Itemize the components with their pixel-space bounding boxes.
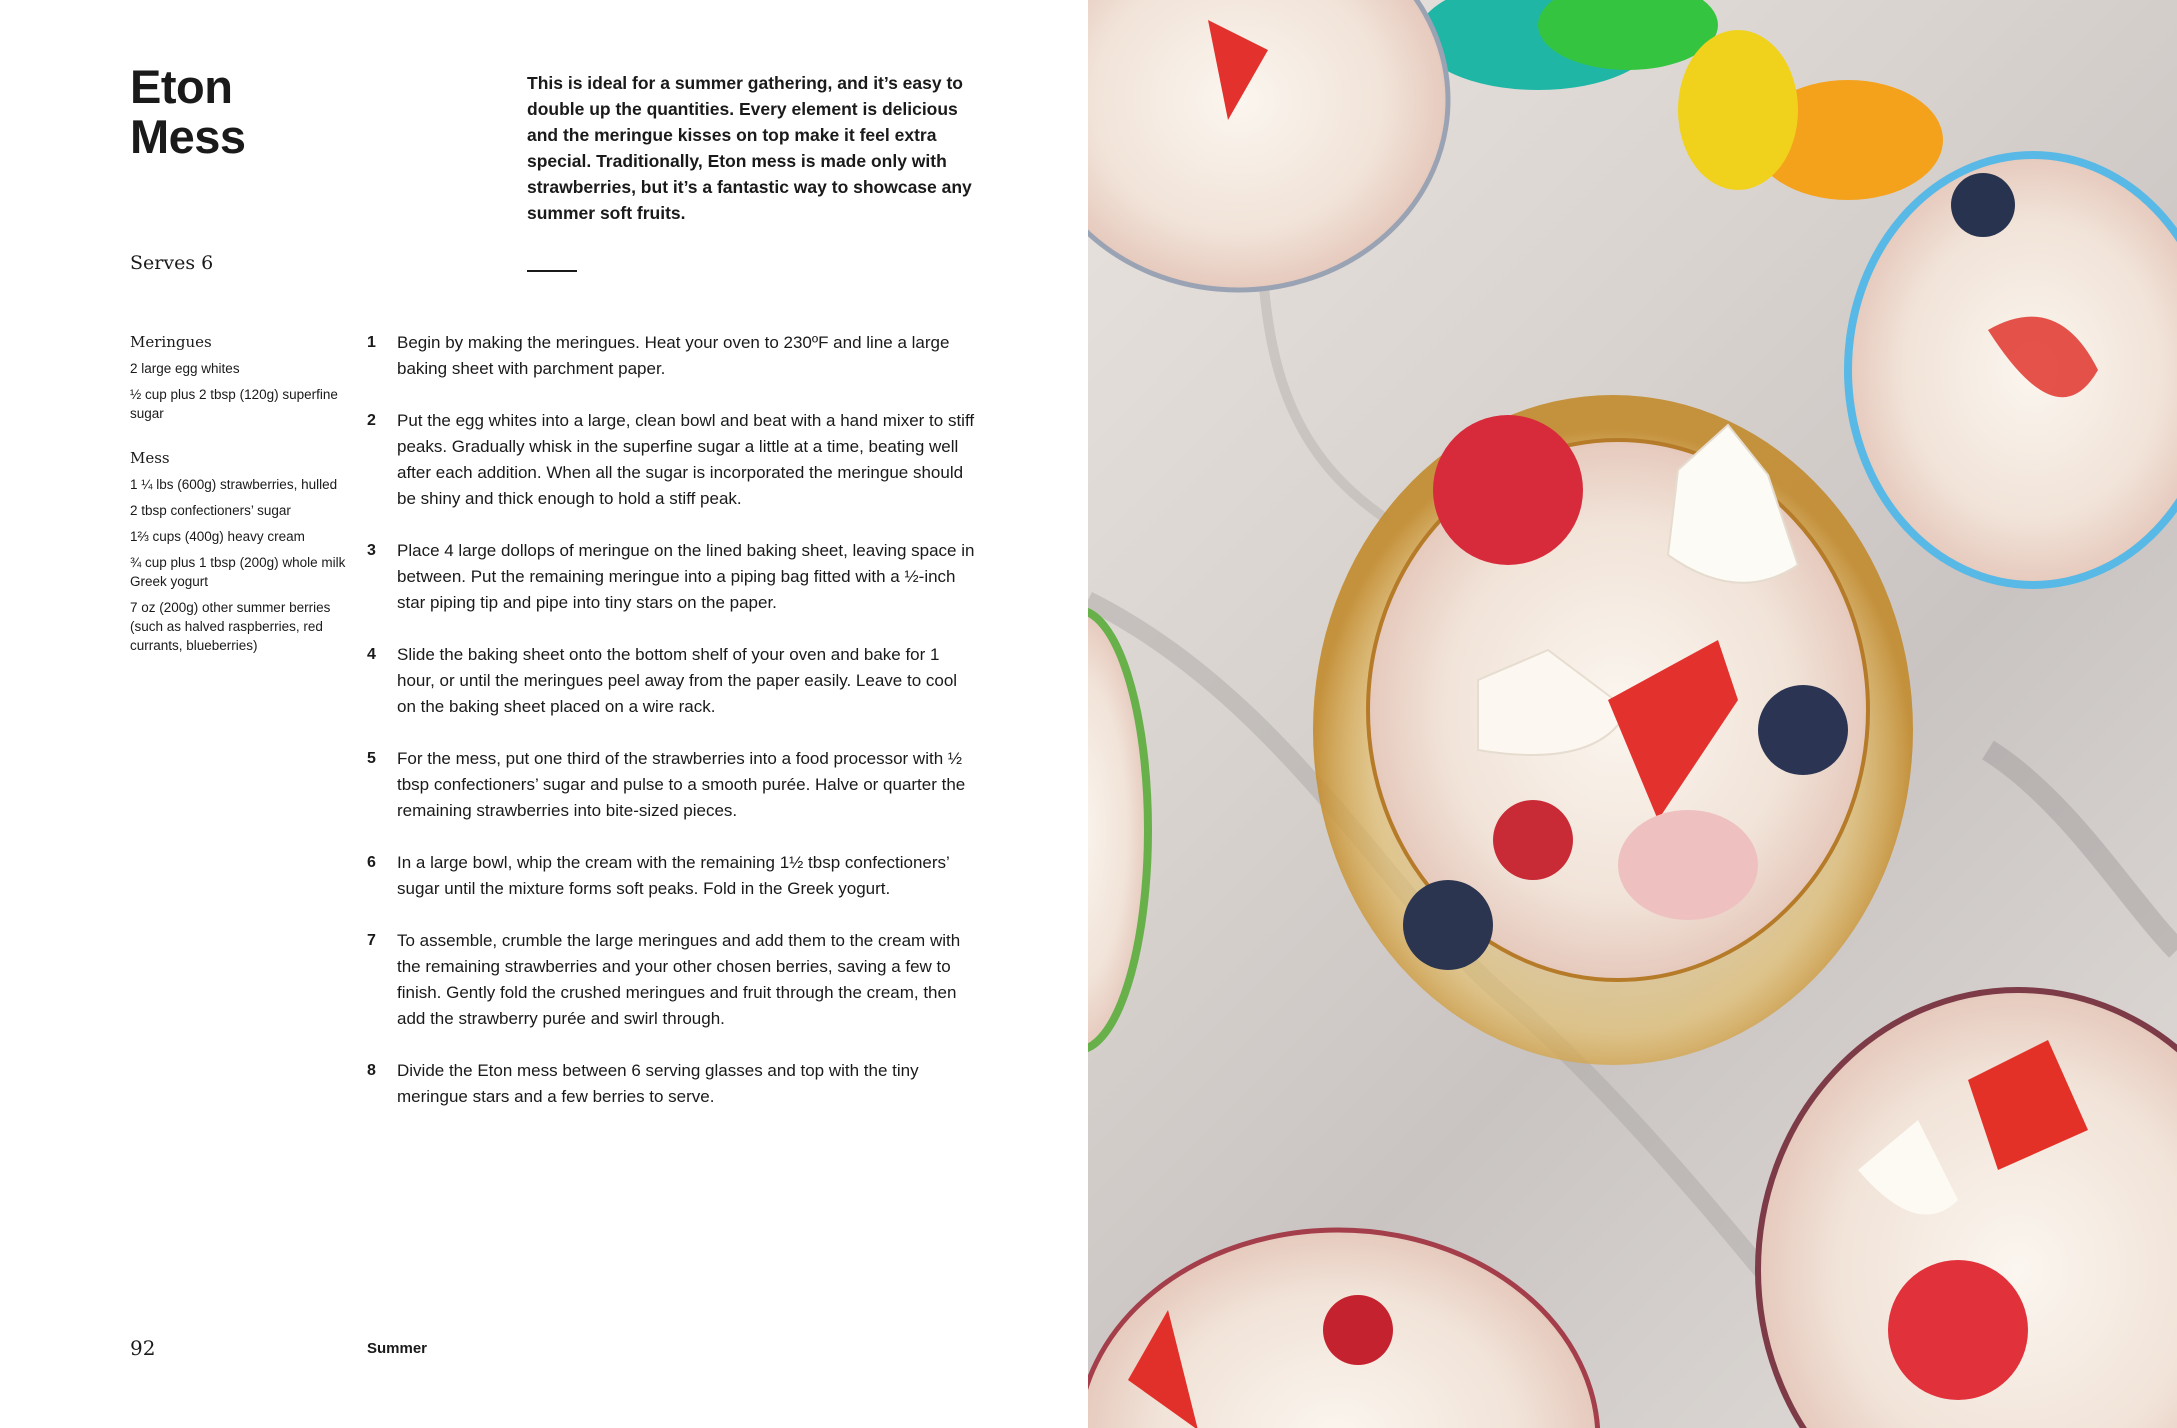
step-number: 7 [367,932,376,949]
step-text: Slide the baking sheet onto the bottom shelf of your oven and bake for 1 hour, or until the meringues peel away from the paper easily. Leave to cool on the baking sheet placed on a wire rack. [397,645,958,716]
blueberry [1403,880,1493,970]
recipe-page [0,0,1088,1428]
raspberry [1433,415,1583,565]
title-line-1: Eton [130,60,233,113]
blueberry [1758,685,1848,775]
step-number: 5 [367,750,376,767]
method-steps [367,330,977,1136]
ingredient-item: 2 tbsp confectioners’ sugar [130,503,291,518]
method-step [367,330,977,382]
page-number: 92 [130,1336,156,1360]
step-text: Divide the Eton mess between 6 serving glasses and top with the tiny meringue stars and a few berries to serve. [397,1061,919,1106]
ingredient-heading: Mess [130,449,170,467]
step-text: To assemble, crumble the large meringues and add them to the cream with the remaining strawberries and your other chosen berries, saving a few to finish. Gently fold the crushed meringues and fruit through the cream, then add the strawberry purée and swirl through. [397,931,961,1028]
ingredient-item: 1⅔ cups (400g) heavy cream [130,529,305,544]
method-step [367,850,977,902]
eton-mess-photo [1088,0,2177,1428]
ingredient-item: ½ cup plus 2 tbsp (120g) superfine sugar [130,387,338,421]
step-number: 8 [367,1062,376,1079]
ingredients-list [130,333,350,681]
step-number: 1 [367,334,376,351]
method-step [367,1058,977,1110]
step-text: Place 4 large dollops of meringue on the lined baking sheet, leaving space in between. Put the remaining meringue into a piping bag fitted with a ½-inch star piping tip and pipe into tiny stars on the paper. [397,541,975,612]
step-number: 3 [367,542,376,559]
ingredient-item: ¾ cup plus 1 tbsp (200g) whole milk Greek yogurt [130,555,346,589]
ingredient-item: 7 oz (200g) other summer berries (such as halved raspberries, red currants, blueberries) [130,600,331,653]
step-number: 4 [367,646,376,663]
step-number: 2 [367,412,376,429]
ingredient-heading: Meringues [130,333,212,351]
photo-illustration [1088,0,2177,1428]
raspberry [1493,800,1573,880]
spoon [1678,30,1798,190]
ingredient-item: 1 ¼ lbs (600g) strawberries, hulled [130,477,338,492]
section-name: Summer [367,1340,428,1357]
dessert-glass [1088,0,1448,290]
step-text: For the mess, put one third of the strawberries into a food processor with ½ tbsp confectioners’ sugar and pulse to a smooth purée. Halve or quarter the remaining strawberries into bite-sized pieces. [397,749,966,820]
recipe-intro: This is ideal for a summer gathering, and it’s easy to double up the quantities. Every element is delicious and the meringue kisses on top make it feel extra special. Traditionally, Eton mess is made only with strawberries, but it’s a fantastic way to showcase any summer soft fruits. [527,73,972,223]
dessert-glass [1088,610,1148,1050]
step-text: In a large bowl, whip the cream with the remaining 1½ tbsp confectioners’ sugar until the mixture forms soft peaks. Fold in the Greek yogurt. [397,853,950,898]
step-text: Begin by making the meringues. Heat your oven to 230ºF and line a large baking sheet with parchment paper. [397,333,950,378]
dessert-glass [1848,155,2177,585]
ingredient-group-meringues [130,333,350,423]
serves-label: Serves 6 [130,252,214,274]
title-line-2: Mess [130,110,246,163]
step-text: Put the egg whites into a large, clean bowl and beat with a hand mixer to stiff peaks. Gradually whisk in the superfine sugar a little at a time, beating well after each addition. When all the sugar is incorporated the meringue should be shiny and thick enough to hold a stiff peak. [397,411,975,508]
method-step [367,538,977,616]
method-step [367,928,977,1032]
ingredient-group-mess [130,449,350,655]
method-step [367,642,977,720]
method-step [367,746,977,824]
ingredient-item: 2 large egg whites [130,361,240,376]
step-number: 6 [367,854,376,871]
recipe-title [130,62,246,162]
method-step [367,408,977,512]
divider-rule [527,270,577,272]
